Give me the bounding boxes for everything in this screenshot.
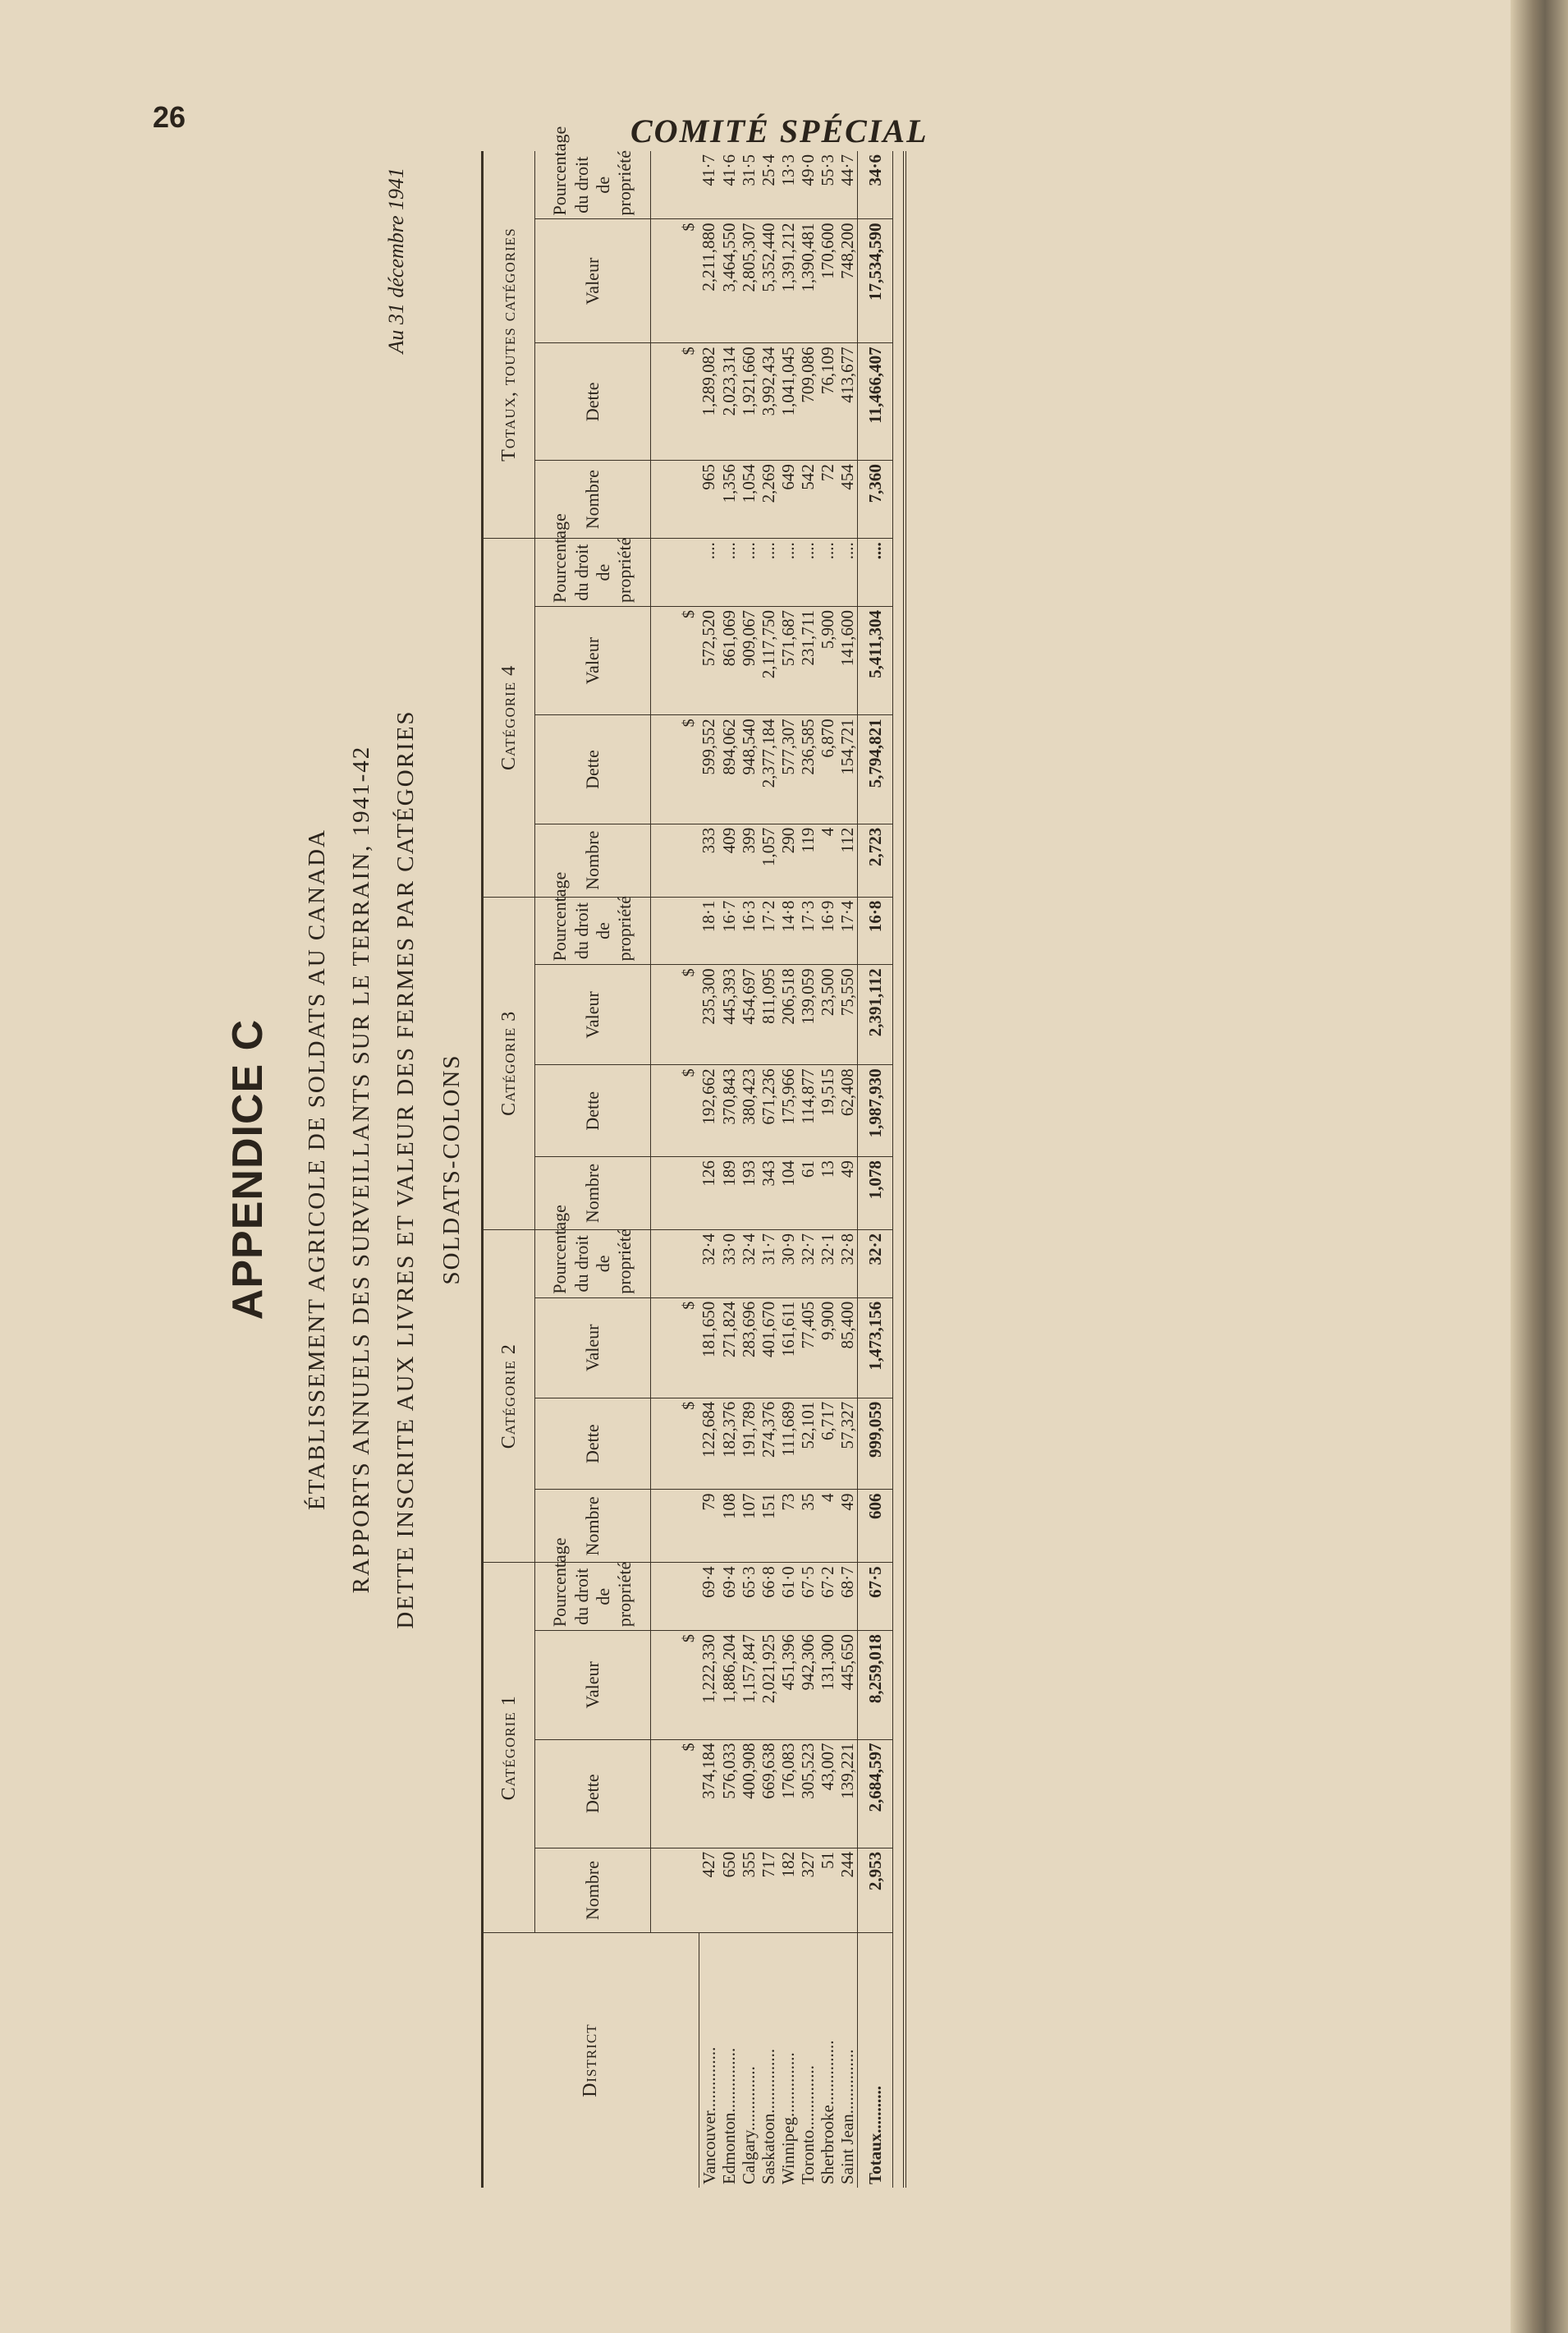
nombre-cell: 290	[778, 824, 798, 897]
dette-cell: 669,638	[759, 1739, 778, 1848]
valeur-cell: 2,211,880	[699, 219, 719, 343]
dette-cell: 2,377,184	[759, 715, 778, 824]
leader-dots: ...............	[699, 2046, 719, 2112]
nombre-cell: 35	[798, 1490, 818, 1563]
valeur-cell: 454,697	[739, 965, 759, 1065]
running-head: COMITÉ SPÉCIAL	[630, 113, 928, 149]
dette-cell: 370,843	[719, 1065, 739, 1157]
valeur-cell: 85,400	[837, 1297, 858, 1398]
pourcentage-cell: 33·0	[719, 1230, 739, 1298]
valeur-cell: 401,670	[759, 1297, 778, 1398]
nombre-cell: 189	[719, 1157, 739, 1230]
pourcentage-cell: ....	[778, 539, 798, 607]
nombre-cell: 649	[778, 461, 798, 539]
nombre-cell: 2,269	[759, 461, 778, 539]
table-row	[719, 151, 739, 2188]
appendix-title: APPENDICE C	[224, 1018, 272, 1320]
col-header-pourcentage: Pourcentage du droit de propriété	[535, 539, 651, 607]
dette-cell: 192,662	[699, 1065, 719, 1157]
valeur-cell: 131,300	[818, 1631, 837, 1739]
pourcentage-cell: ....	[699, 539, 719, 607]
pourcentage-cell: 16·9	[818, 897, 837, 965]
nombre-cell: 4	[818, 1490, 837, 1563]
nombre-cell: 454	[837, 461, 858, 539]
leader-dots: ...............	[837, 2049, 857, 2115]
valeur-cell: 748,200	[837, 219, 858, 343]
valeur-cell: 8,259,018	[857, 1631, 892, 1739]
dette-cell: 2,023,314	[719, 343, 739, 461]
nombre-cell: 1,078	[857, 1157, 892, 1230]
dette-cell: 1,987,930	[857, 1065, 892, 1157]
dette-cell: 413,677	[837, 343, 858, 461]
unit-label: $	[651, 1631, 699, 1739]
pourcentage-cell: ....	[759, 539, 778, 607]
col-header-dette: Dette	[535, 1739, 651, 1848]
pourcentage-cell: 41·6	[719, 151, 739, 219]
dette-cell: 2,684,597	[857, 1739, 892, 1848]
dette-cell: 400,908	[739, 1739, 759, 1848]
valeur-cell: 23,500	[818, 965, 837, 1065]
pourcentage-cell: 66·8	[759, 1563, 778, 1631]
pourcentage-cell: 18·1	[699, 897, 719, 965]
table-row	[739, 151, 759, 2188]
col-header-dette: Dette	[535, 343, 651, 461]
dette-cell: 894,062	[719, 715, 739, 824]
valeur-cell: 445,393	[719, 965, 739, 1065]
unit-label: $	[651, 607, 699, 715]
pourcentage-cell: 67·5	[857, 1563, 892, 1631]
dette-cell: 948,540	[739, 715, 759, 824]
nombre-cell: 126	[699, 1157, 719, 1230]
unit-label: $	[651, 1398, 699, 1490]
pourcentage-cell: 67·2	[818, 1563, 837, 1631]
nombre-cell: 606	[857, 1490, 892, 1563]
dette-cell: 19,515	[818, 1065, 837, 1157]
leader-dots: ...............	[758, 2048, 778, 2114]
valeur-cell: 445,650	[837, 1631, 858, 1739]
nombre-cell: 343	[759, 1157, 778, 1230]
dette-cell: 1,289,082	[699, 343, 719, 461]
dette-cell: 709,086	[798, 343, 818, 461]
leader-dots: ...............	[777, 2052, 798, 2118]
district-cell	[837, 1933, 858, 2188]
unit-label: $	[651, 1065, 699, 1157]
valeur-cell: 1,157,847	[739, 1631, 759, 1739]
dette-cell: 191,789	[739, 1398, 759, 1490]
pourcentage-cell: 32·8	[837, 1230, 858, 1298]
dette-cell: 671,236	[759, 1065, 778, 1157]
totals-label	[857, 1933, 892, 2188]
valeur-cell: 1,391,212	[778, 219, 798, 343]
valeur-cell: 1,473,156	[857, 1297, 892, 1398]
nombre-cell: 333	[699, 824, 719, 897]
table-body	[699, 151, 892, 2188]
nombre-cell: 1,057	[759, 824, 778, 897]
nombre-cell: 542	[798, 461, 818, 539]
nombre-cell: 193	[739, 1157, 759, 1230]
dette-cell: 576,033	[719, 1739, 739, 1848]
valeur-cell: 909,067	[739, 607, 759, 715]
pourcentage-cell: ....	[857, 539, 892, 607]
pourcentage-cell: 16·3	[739, 897, 759, 965]
valeur-cell: 1,222,330	[699, 1631, 719, 1739]
nombre-cell: 2,723	[857, 824, 892, 897]
pourcentage-cell: ....	[837, 539, 858, 607]
valeur-cell: 75,550	[837, 965, 858, 1065]
district-cell	[818, 1933, 837, 2188]
table-row	[837, 151, 858, 2188]
valeur-cell: 5,900	[818, 607, 837, 715]
pourcentage-cell: 17·2	[759, 897, 778, 965]
pourcentage-cell: 32·2	[857, 1230, 892, 1298]
valeur-cell: 9,900	[818, 1297, 837, 1398]
pourcentage-cell: 49·0	[798, 151, 818, 219]
valeur-cell: 1,886,204	[719, 1631, 739, 1739]
heading-4: SOLDATS-COLONS	[438, 1054, 465, 1285]
col-header-pourcentage: Pourcentage du droit de propriété	[535, 1230, 651, 1298]
date-note: Au 31 décembre 1941	[384, 168, 408, 354]
pourcentage-cell: 41·7	[699, 151, 719, 219]
pourcentage-cell: 31·7	[759, 1230, 778, 1298]
valeur-cell: 283,696	[739, 1297, 759, 1398]
nombre-cell: 49	[837, 1157, 858, 1230]
heading-3: DETTE INSCRITE AUX LIVRES ET VALEUR DES FERMES PAR CATÉGORIES	[392, 710, 419, 1629]
pourcentage-cell: 67·5	[798, 1563, 818, 1631]
col-header-nombre: Nombre	[535, 824, 651, 897]
dette-cell: 6,717	[818, 1398, 837, 1490]
dette-cell: 236,585	[798, 715, 818, 824]
valeur-cell: 571,687	[778, 607, 798, 715]
nombre-cell: 717	[759, 1848, 778, 1932]
pourcentage-cell: 65·3	[739, 1563, 759, 1631]
district-cell	[759, 1933, 778, 2188]
district-name: Saint Jean	[837, 2114, 857, 2184]
dette-cell: 52,101	[798, 1398, 818, 1490]
group-header: Catégorie 2	[483, 1230, 535, 1563]
dette-cell: 380,423	[739, 1065, 759, 1157]
dette-cell: 111,689	[778, 1398, 798, 1490]
nombre-cell: 112	[837, 824, 858, 897]
dette-cell: 274,376	[759, 1398, 778, 1490]
nombre-cell: 650	[719, 1848, 739, 1932]
pourcentage-cell: 31·5	[739, 151, 759, 219]
pourcentage-cell: 32·7	[798, 1230, 818, 1298]
nombre-cell: 72	[818, 461, 837, 539]
pourcentage-cell: 32·4	[699, 1230, 719, 1298]
dette-cell: 57,327	[837, 1398, 858, 1490]
unit-label: $	[651, 219, 699, 343]
dette-cell: 182,376	[719, 1398, 739, 1490]
pourcentage-cell: 34·6	[857, 151, 892, 219]
col-header-valeur: Valeur	[535, 965, 651, 1065]
dette-cell: 11,466,407	[857, 343, 892, 461]
col-header-nombre: Nombre	[535, 1848, 651, 1932]
nombre-cell: 13	[818, 1157, 837, 1230]
pourcentage-cell: 13·3	[778, 151, 798, 219]
district-cell	[699, 1933, 719, 2188]
col-header-valeur: Valeur	[535, 219, 651, 343]
valeur-cell: 235,300	[699, 965, 719, 1065]
pourcentage-cell: 25·4	[759, 151, 778, 219]
valeur-cell: 181,650	[699, 1297, 719, 1398]
table-row	[798, 151, 818, 2188]
dette-cell: 577,307	[778, 715, 798, 824]
col-header-nombre: Nombre	[535, 461, 651, 539]
valeur-cell: 2,805,307	[739, 219, 759, 343]
dette-cell: 139,221	[837, 1739, 858, 1848]
col-header-pourcentage: Pourcentage du droit de propriété	[535, 151, 651, 219]
dette-cell: 62,408	[837, 1065, 858, 1157]
dette-cell: 305,523	[798, 1739, 818, 1848]
leader-dots: ...........	[864, 2085, 885, 2133]
nombre-cell: 1,054	[739, 461, 759, 539]
valeur-cell: 5,411,304	[857, 607, 892, 715]
page-edge-shadow	[1511, 0, 1568, 2333]
valeur-cell: 139,059	[798, 965, 818, 1065]
group-header: Catégorie 4	[483, 539, 535, 897]
totals-label-text: Totaux	[864, 2133, 885, 2184]
district-name: Sherbrooke	[817, 2105, 837, 2184]
heading-2: RAPPORTS ANNUELS DES SURVEILLANTS SUR LE TERRAIN, 1941-42	[348, 745, 374, 1594]
valeur-cell: 231,711	[798, 607, 818, 715]
col-header-dette: Dette	[535, 1065, 651, 1157]
valeur-cell: 2,117,750	[759, 607, 778, 715]
district-header: District	[483, 1933, 699, 2188]
nombre-cell: 409	[719, 824, 739, 897]
nombre-cell: 79	[699, 1490, 719, 1563]
valeur-cell: 161,611	[778, 1297, 798, 1398]
nombre-cell: 182	[778, 1848, 798, 1932]
nombre-cell: 2,953	[857, 1848, 892, 1932]
nombre-cell: 244	[837, 1848, 858, 1932]
pourcentage-cell: 55·3	[818, 151, 837, 219]
col-header-dette: Dette	[535, 715, 651, 824]
valeur-cell: 206,518	[778, 965, 798, 1065]
dette-cell: 999,059	[857, 1398, 892, 1490]
nombre-cell: 1,356	[719, 461, 739, 539]
table-row	[699, 151, 719, 2188]
nombre-cell: 965	[699, 461, 719, 539]
col-header-nombre: Nombre	[535, 1490, 651, 1563]
nombre-cell: 355	[739, 1848, 759, 1932]
pourcentage-cell: ....	[818, 539, 837, 607]
district-cell	[719, 1933, 739, 2188]
nombre-cell: 108	[719, 1490, 739, 1563]
district-cell	[739, 1933, 759, 2188]
pourcentage-cell: 69·4	[719, 1563, 739, 1631]
nombre-cell: 107	[739, 1490, 759, 1563]
valeur-cell: 2,021,925	[759, 1631, 778, 1739]
col-header-valeur: Valeur	[535, 607, 651, 715]
valeur-cell: 451,396	[778, 1631, 798, 1739]
district-name: Calgary	[738, 2130, 759, 2184]
pourcentage-cell: 30·9	[778, 1230, 798, 1298]
pourcentage-cell: 16·7	[719, 897, 739, 965]
valeur-cell: 5,352,440	[759, 219, 778, 343]
dette-cell: 1,921,660	[739, 343, 759, 461]
pourcentage-cell: 44·7	[837, 151, 858, 219]
col-header-dette: Dette	[535, 1398, 651, 1490]
unit-label: $	[651, 343, 699, 461]
dette-cell: 1,041,045	[778, 343, 798, 461]
valeur-cell: 942,306	[798, 1631, 818, 1739]
pourcentage-cell: 14·8	[778, 897, 798, 965]
col-header-valeur: Valeur	[535, 1631, 651, 1739]
group-header: Catégorie 3	[483, 897, 535, 1229]
nombre-cell: 49	[837, 1490, 858, 1563]
nombre-cell: 51	[818, 1848, 837, 1932]
dette-cell: 5,794,821	[857, 715, 892, 824]
valeur-cell: 2,391,112	[857, 965, 892, 1065]
nombre-cell: 61	[798, 1157, 818, 1230]
nombre-cell: 4	[818, 824, 837, 897]
nombre-cell: 119	[798, 824, 818, 897]
valeur-cell: 17,534,590	[857, 219, 892, 343]
rotated-appendix	[223, 118, 1438, 2220]
col-header-nombre: Nombre	[535, 1157, 651, 1230]
dette-cell: 176,083	[778, 1739, 798, 1848]
dette-cell: 76,109	[818, 343, 837, 461]
dette-cell: 122,684	[699, 1398, 719, 1490]
unit-label: $	[651, 965, 699, 1065]
nombre-cell: 151	[759, 1490, 778, 1563]
valeur-cell: 271,824	[719, 1297, 739, 1398]
leader-dots: ...............	[817, 2040, 837, 2106]
valeur-cell: 861,069	[719, 607, 739, 715]
unit-label: $	[651, 715, 699, 824]
dette-cell: 175,966	[778, 1065, 798, 1157]
page-number: 26	[153, 100, 186, 134]
totals-row	[857, 151, 892, 2188]
district-name: Saskatoon	[758, 2113, 778, 2184]
pourcentage-cell: 17·4	[837, 897, 858, 965]
district-name: Vancouver	[699, 2111, 719, 2184]
dette-cell: 599,552	[699, 715, 719, 824]
nombre-cell: 399	[739, 824, 759, 897]
pourcentage-cell: 17·3	[798, 897, 818, 965]
valeur-cell: 141,600	[837, 607, 858, 715]
dette-cell: 154,721	[837, 715, 858, 824]
dette-cell: 3,992,434	[759, 343, 778, 461]
col-header-valeur: Valeur	[535, 1297, 651, 1398]
dette-cell: 374,184	[699, 1739, 719, 1848]
dette-cell: 43,007	[818, 1739, 837, 1848]
pourcentage-cell: 32·4	[739, 1230, 759, 1298]
district-cell	[778, 1933, 798, 2188]
pourcentage-cell: 61·0	[778, 1563, 798, 1631]
nombre-cell: 327	[798, 1848, 818, 1932]
dette-cell: 6,870	[818, 715, 837, 824]
nombre-cell: 73	[778, 1490, 798, 1563]
district-name: Toronto	[797, 2129, 818, 2184]
district-name: Winnipeg	[777, 2117, 798, 2184]
valeur-cell: 77,405	[798, 1297, 818, 1398]
pourcentage-cell: ....	[739, 539, 759, 607]
group-header: Totaux, toutes catégories	[483, 151, 535, 539]
nombre-cell: 427	[699, 1848, 719, 1932]
pourcentage-cell: 68·7	[837, 1563, 858, 1631]
col-header-pourcentage: Pourcentage du droit de propriété	[535, 897, 651, 965]
leader-dots: ...............	[718, 2047, 739, 2113]
valeur-cell: 572,520	[699, 607, 719, 715]
pourcentage-cell: ....	[719, 539, 739, 607]
valeur-cell: 170,600	[818, 219, 837, 343]
group-header: Catégorie 1	[483, 1563, 535, 1933]
unit-label: $	[651, 1297, 699, 1398]
pourcentage-cell: 69·4	[699, 1563, 719, 1631]
table-row	[818, 151, 837, 2188]
heading-1: ÉTABLISSEMENT AGRICOLE DE SOLDATS AU CANADA	[304, 829, 330, 1510]
nombre-cell: 7,360	[857, 461, 892, 539]
col-header-pourcentage: Pourcentage du droit de propriété	[535, 1563, 651, 1631]
nombre-cell: 104	[778, 1157, 798, 1230]
valeur-cell: 1,390,481	[798, 219, 818, 343]
district-name: Edmonton	[718, 2112, 739, 2184]
unit-label: $	[651, 1739, 699, 1848]
pourcentage-cell: 16·8	[857, 897, 892, 965]
dette-cell: 114,877	[798, 1065, 818, 1157]
valeur-cell: 811,095	[759, 965, 778, 1065]
valeur-cell: 3,464,550	[719, 219, 739, 343]
district-cell	[798, 1933, 818, 2188]
leader-dots: ...............	[797, 2065, 818, 2130]
pourcentage-cell: 32·1	[818, 1230, 837, 1298]
leader-dots: ...............	[738, 2066, 759, 2131]
table-row	[759, 151, 778, 2188]
table-row	[778, 151, 798, 2188]
pourcentage-cell: ....	[798, 539, 818, 607]
